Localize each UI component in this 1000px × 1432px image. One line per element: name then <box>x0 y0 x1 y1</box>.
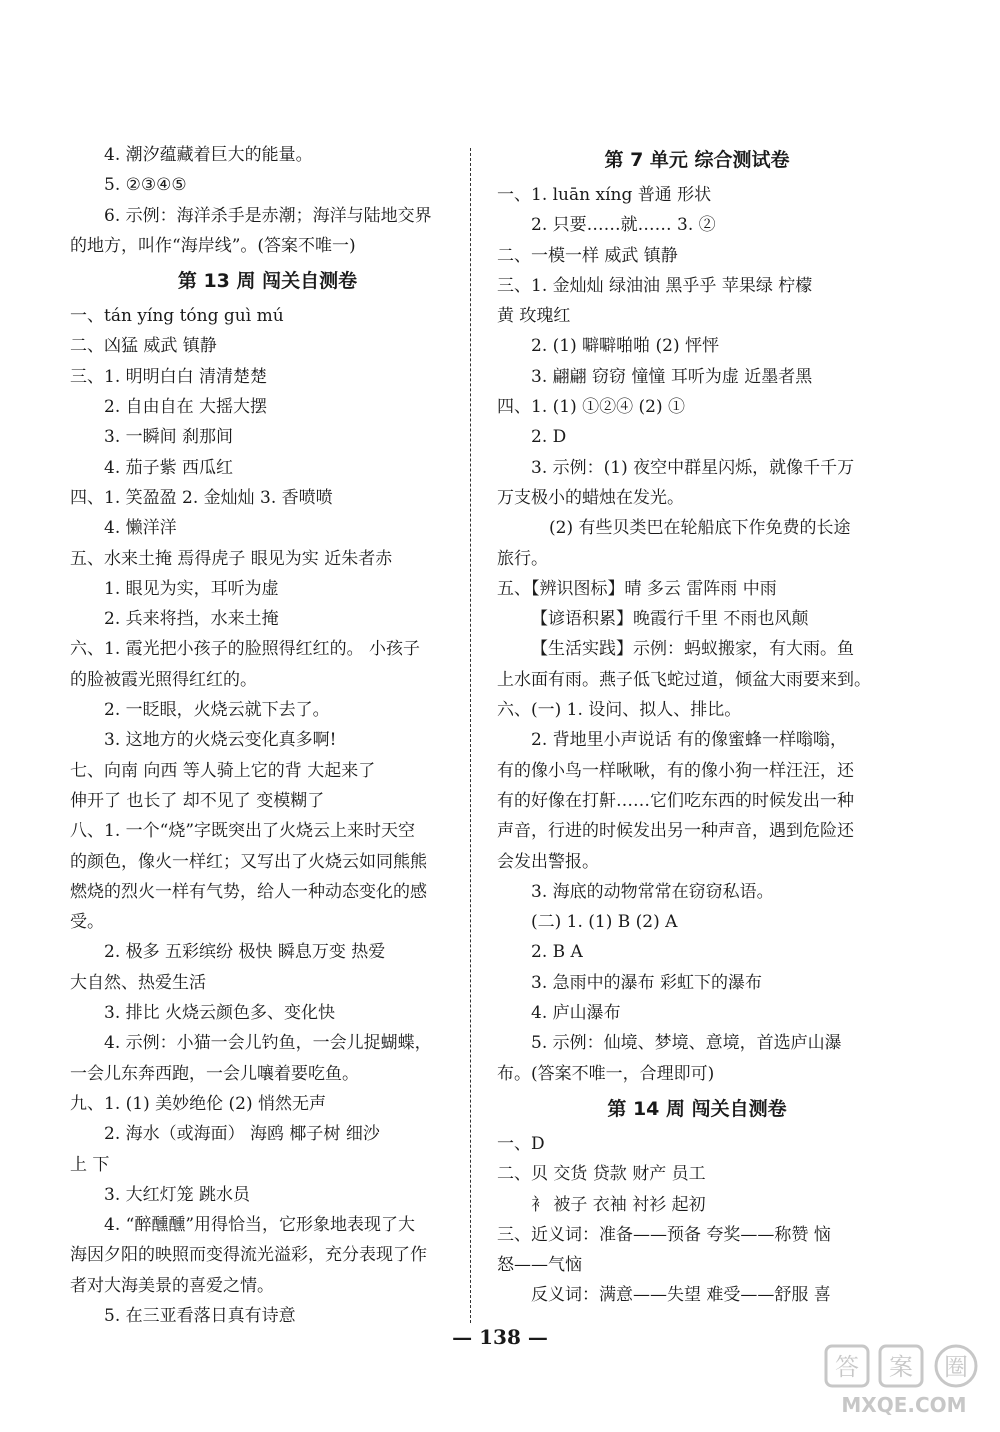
answer-line: 2. 兵来将挡，水来土掩 <box>104 609 279 630</box>
answer-line: 受。 <box>70 912 104 933</box>
answer-line: 五、【辨识图标】晴 多云 雷阵雨 中雨 <box>497 578 777 599</box>
answer-line: 八、1. 一个“烧”字既突出了火烧云上来时天空 <box>70 821 416 842</box>
answer-line: 3. 急雨中的瀑布 彩虹下的瀑布 <box>531 972 763 993</box>
answer-line: 反义词：满意——失望 难受——舒服 喜 <box>531 1285 831 1306</box>
answer-line: 伸开了 也长了 却不见了 变模糊了 <box>70 790 325 811</box>
answer-line: 2. 一眨眼，火烧云就下去了。 <box>104 700 330 721</box>
watermark-char-3: 圈 <box>944 1353 968 1381</box>
watermark-char-2: 案 <box>889 1353 913 1381</box>
answer-line: 上水面有雨。燕子低飞蛇过道，倾盆大雨要来到。 <box>497 669 871 690</box>
answer-line: 3. 翩翩 窃窃 憧憧 耳听为虚 近墨者黑 <box>531 366 813 387</box>
answer-line: 4. “醉醺醺”用得恰当，它形象地表现了大 <box>104 1215 416 1236</box>
answer-line: (二) 1. (1) B (2) A <box>531 912 678 933</box>
answer-line: 5. 在三亚看落日真有诗意 <box>104 1305 296 1326</box>
answer-line: 二、贝 交货 贷款 财产 员工 <box>497 1164 706 1185</box>
answer-line: 一、D <box>497 1133 545 1154</box>
answer-line: 【生活实践】示例：蚂蚁搬家，有大雨。鱼 <box>531 639 854 660</box>
watermark-char-1: 答 <box>835 1353 859 1381</box>
watermark-url: MXQE.COM <box>841 1393 967 1417</box>
answer-line: 黄 玫瑰红 <box>497 306 571 327</box>
answer-line: 3. 大红灯笼 跳水员 <box>104 1184 251 1205</box>
answer-line: 声音，行进的时候发出另一种声音，遇到危险还 <box>497 821 854 842</box>
answer-line: 4. 茄子紫 西瓜红 <box>104 457 234 478</box>
section-heading: 第 13 周 闯关自测卷 <box>177 270 358 293</box>
column-divider <box>470 148 471 1323</box>
answer-line: 布。(答案不唯一，合理即可) <box>497 1063 715 1084</box>
answer-line: 三、近义词：准备——预备 夸奖——称赞 恼 <box>497 1224 831 1245</box>
answer-line: 的脸被霞光照得红红的。 <box>70 669 257 690</box>
answer-line: (2) 有些贝类巴在轮船底下作免费的长途 <box>549 518 851 539</box>
answer-line: 衤 被子 衣袖 衬衫 起初 <box>531 1194 706 1215</box>
answer-line: 2. (1) 噼噼啪啪 (2) 怦怦 <box>531 336 719 357</box>
answer-line: 二、一模一样 威武 镇静 <box>497 245 678 266</box>
answer-line: 海因夕阳的映照而变得流光溢彩，充分表现了作 <box>70 1245 427 1266</box>
answer-line: 三、1. 明明白白 清清楚楚 <box>70 366 268 387</box>
answer-line: 大自然、热爱生活 <box>70 972 206 993</box>
answer-line: 2. 自由自在 大摇大摆 <box>104 397 268 418</box>
answer-line: 3. 海底的动物常常在窃窃私语。 <box>531 881 774 902</box>
answer-line: 3. 排比 火烧云颜色多、变化快 <box>104 1003 336 1024</box>
right-column <box>497 140 897 1311</box>
answer-line: 一、1. luān xíng 普通 形状 <box>497 185 712 205</box>
answer-line: 燃烧的烈火一样有气势，给人一种动态变化的感 <box>70 881 427 902</box>
answer-line: 4. 庐山瀑布 <box>531 1003 621 1024</box>
answer-line: 的颜色，像火一样红；又写出了火烧云如同熊熊 <box>70 851 427 872</box>
answer-line: 4. 示例：小猫一会儿钓鱼，一会儿捉蝴蝶， <box>104 1033 432 1054</box>
answer-line: 2. 背地里小声说话 有的像蜜蜂一样嗡嗡， <box>531 730 848 751</box>
answer-line: 怒——气恼 <box>497 1255 582 1276</box>
answer-line: 3. 这地方的火烧云变化真多啊! <box>104 730 337 751</box>
answer-line: 五、水来土掩 焉得虎子 眼见为实 近朱者赤 <box>70 548 393 569</box>
answer-line: 四、1. (1) ①②④ (2) ① <box>497 397 685 418</box>
answer-line: 六、(一) 1. 设问、拟人、排比。 <box>497 700 742 721</box>
answer-line: 九、1. (1) 美妙绝伦 (2) 悄然无声 <box>70 1093 326 1114</box>
answer-line: 2. D <box>531 427 567 448</box>
answer-line: 6. 示例：海洋杀手是赤潮；海洋与陆地交界 <box>104 205 432 226</box>
answer-line: 2. 只要……就…… 3. ② <box>531 215 716 236</box>
answer-line: 5. ②③④⑤ <box>104 175 187 196</box>
answer-line: 六、1. 霞光把小孩子的脸照得红红的。 小孩子 <box>70 639 421 660</box>
answer-line: 4. 潮汐蕴藏着巨大的能量。 <box>104 145 313 165</box>
answer-line: 二、凶猛 威武 镇静 <box>70 336 217 357</box>
answer-line: 【谚语积累】晚霞行千里 不雨也风颠 <box>531 609 809 630</box>
answer-line: 2. 海水（或海面） 海鸥 椰子树 细沙 <box>104 1124 380 1145</box>
answer-line: 有的像小鸟一样啾啾，有的像小狗一样汪汪，还 <box>497 760 854 781</box>
section-heading: 第 7 单元 综合测试卷 <box>604 149 790 171</box>
answer-line: 万支极小的蜡烛在发光。 <box>497 487 684 508</box>
answer-line: 四、1. 笑盈盈 2. 金灿灿 3. 香喷喷 <box>70 487 333 508</box>
answer-line: 一、tán yíng tóng guì mú <box>70 306 284 327</box>
page-number: — 138 — <box>452 1325 548 1349</box>
answer-line: 旅行。 <box>497 548 548 569</box>
answer-line: 的地方，叫作“海岸线”。(答案不唯一) <box>70 235 356 256</box>
answer-line: 三、1. 金灿灿 绿油油 黑乎乎 苹果绿 柠檬 <box>497 275 813 296</box>
answer-line: 1. 眼见为实，耳听为虚 <box>104 578 279 599</box>
answer-line: 3. 一瞬间 刹那间 <box>104 427 234 448</box>
answer-line: 上 下 <box>70 1154 110 1175</box>
section-heading: 第 14 周 闯关自测卷 <box>607 1097 787 1120</box>
answer-line: 5. 示例：仙境、梦境、意境，首选庐山瀑 <box>531 1033 842 1054</box>
left-column <box>70 140 465 1331</box>
answer-line: 3. 示例：(1) 夜空中群星闪烁，就像千千万 <box>531 457 855 478</box>
answer-line: 会发出警报。 <box>497 851 599 872</box>
answer-line: 4. 懒洋洋 <box>104 518 177 539</box>
watermark-logo <box>820 1340 988 1418</box>
answer-line: 有的好像在打鼾……它们吃东西的时候发出一种 <box>497 790 854 811</box>
answer-line: 2. 极多 五彩缤纷 极快 瞬息万变 热爱 <box>104 942 386 963</box>
answer-line: 一会儿东奔西跑，一会儿嚷着要吃鱼。 <box>70 1063 359 1084</box>
answer-line: 2. B A <box>531 942 583 963</box>
answer-line: 者对大海美景的喜爱之情。 <box>70 1275 274 1296</box>
answer-line: 七、向南 向西 等人骑上它的背 大起来了 <box>70 760 376 781</box>
